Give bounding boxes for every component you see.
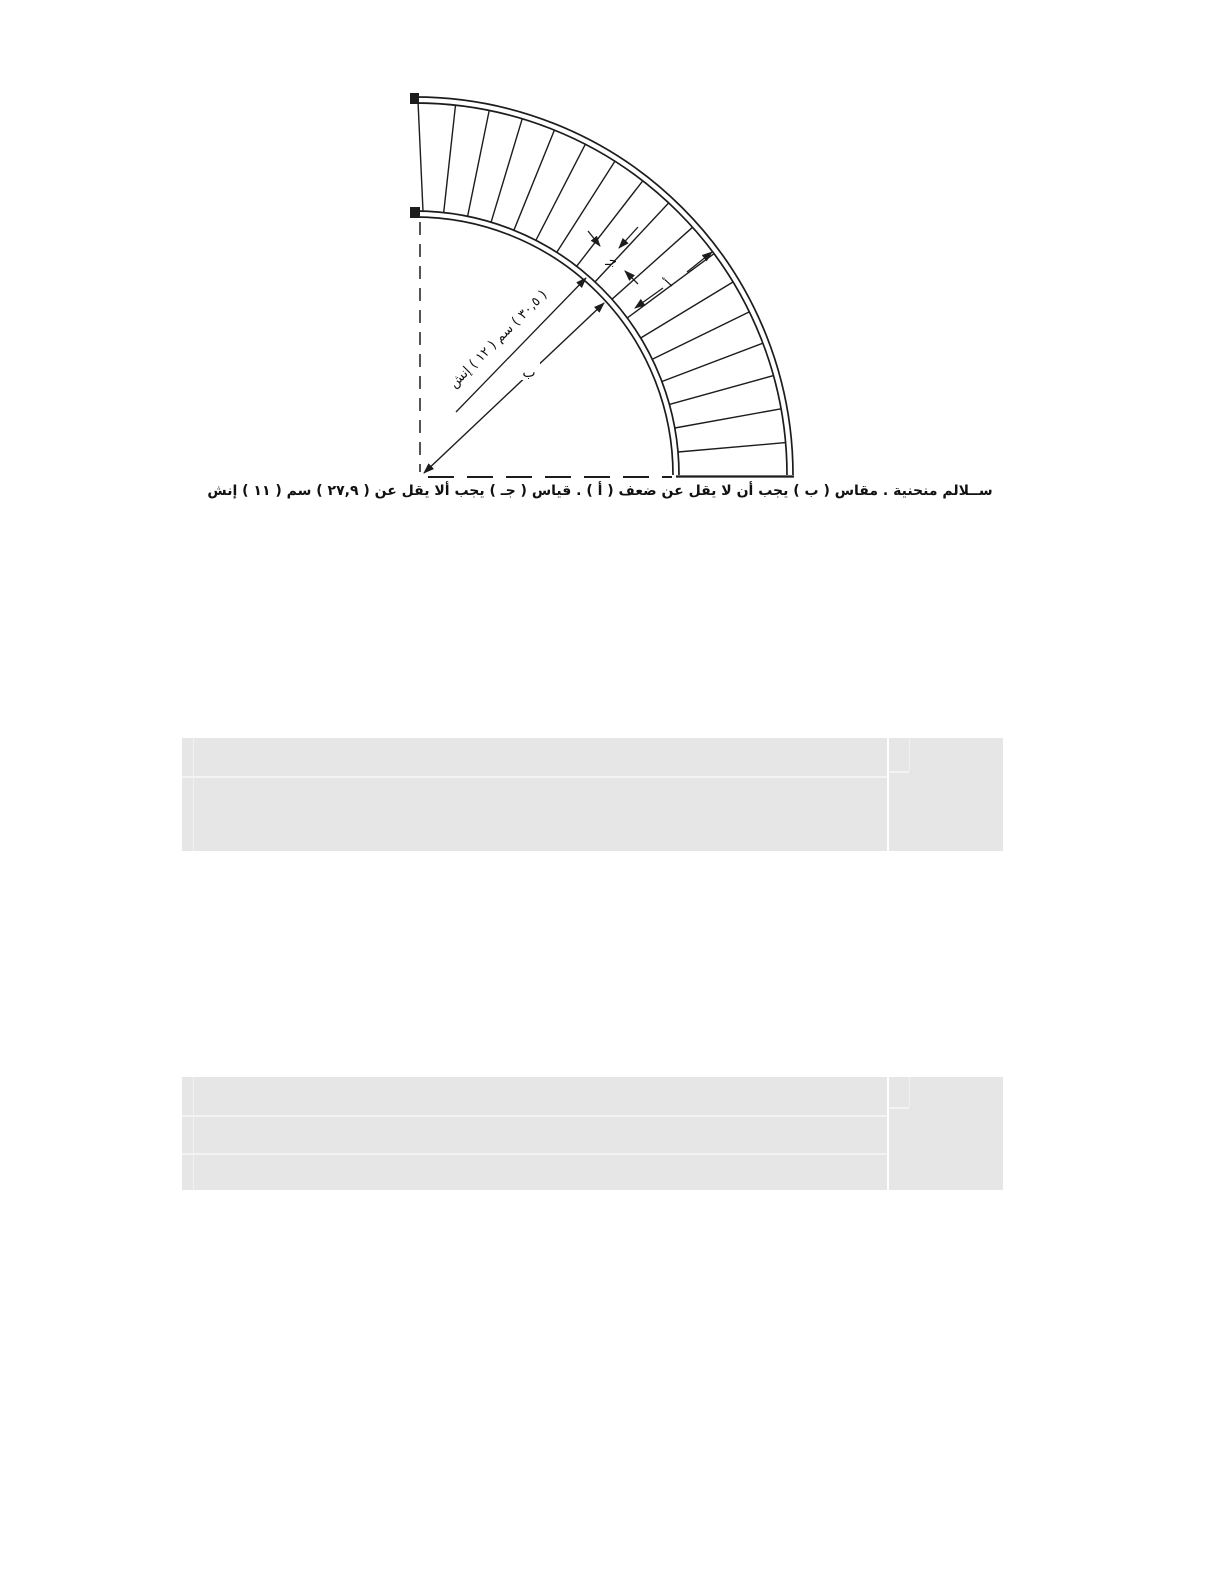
row-divider bbox=[182, 776, 887, 778]
radius-label: ب bbox=[522, 365, 536, 381]
table-block-2-body bbox=[182, 1077, 887, 1190]
inner-arc-end-cap bbox=[410, 207, 420, 218]
row-divider bbox=[889, 1107, 909, 1109]
figure-caption: ســلالم منحنية . مقاس ( ب ) يجب أن لا يقل عن ضعف ( أ ) . قياس ( جـ ) يجب ألا يقل عن ( ٢٧,٩ ) سم ( ١١ ) إنش bbox=[207, 483, 993, 499]
column-divider bbox=[193, 1077, 194, 1190]
row-divider bbox=[182, 1153, 887, 1155]
table-block-2-side bbox=[889, 1077, 1003, 1190]
column-divider bbox=[193, 738, 194, 851]
stair-width-dimension bbox=[635, 252, 712, 308]
inner-arc bbox=[415, 211, 679, 475]
tread-depth-label: جـ bbox=[605, 254, 617, 269]
row-divider bbox=[889, 771, 909, 773]
column-divider bbox=[909, 738, 910, 771]
row-divider bbox=[182, 1115, 887, 1117]
stair-width-label: أ bbox=[662, 277, 677, 291]
walking-line-dimension-label: ( ٣٠,٥ ) سم ( ١٢ ) إنش bbox=[446, 287, 551, 392]
table-block-1-body bbox=[182, 738, 887, 851]
curved-stair-diagram bbox=[0, 0, 1230, 480]
outer-arc bbox=[415, 97, 793, 475]
table-block-1-side bbox=[889, 738, 1003, 851]
column-divider bbox=[909, 1077, 910, 1107]
walking-line-dimension bbox=[447, 278, 586, 412]
tread-depth-dimension bbox=[588, 227, 638, 284]
